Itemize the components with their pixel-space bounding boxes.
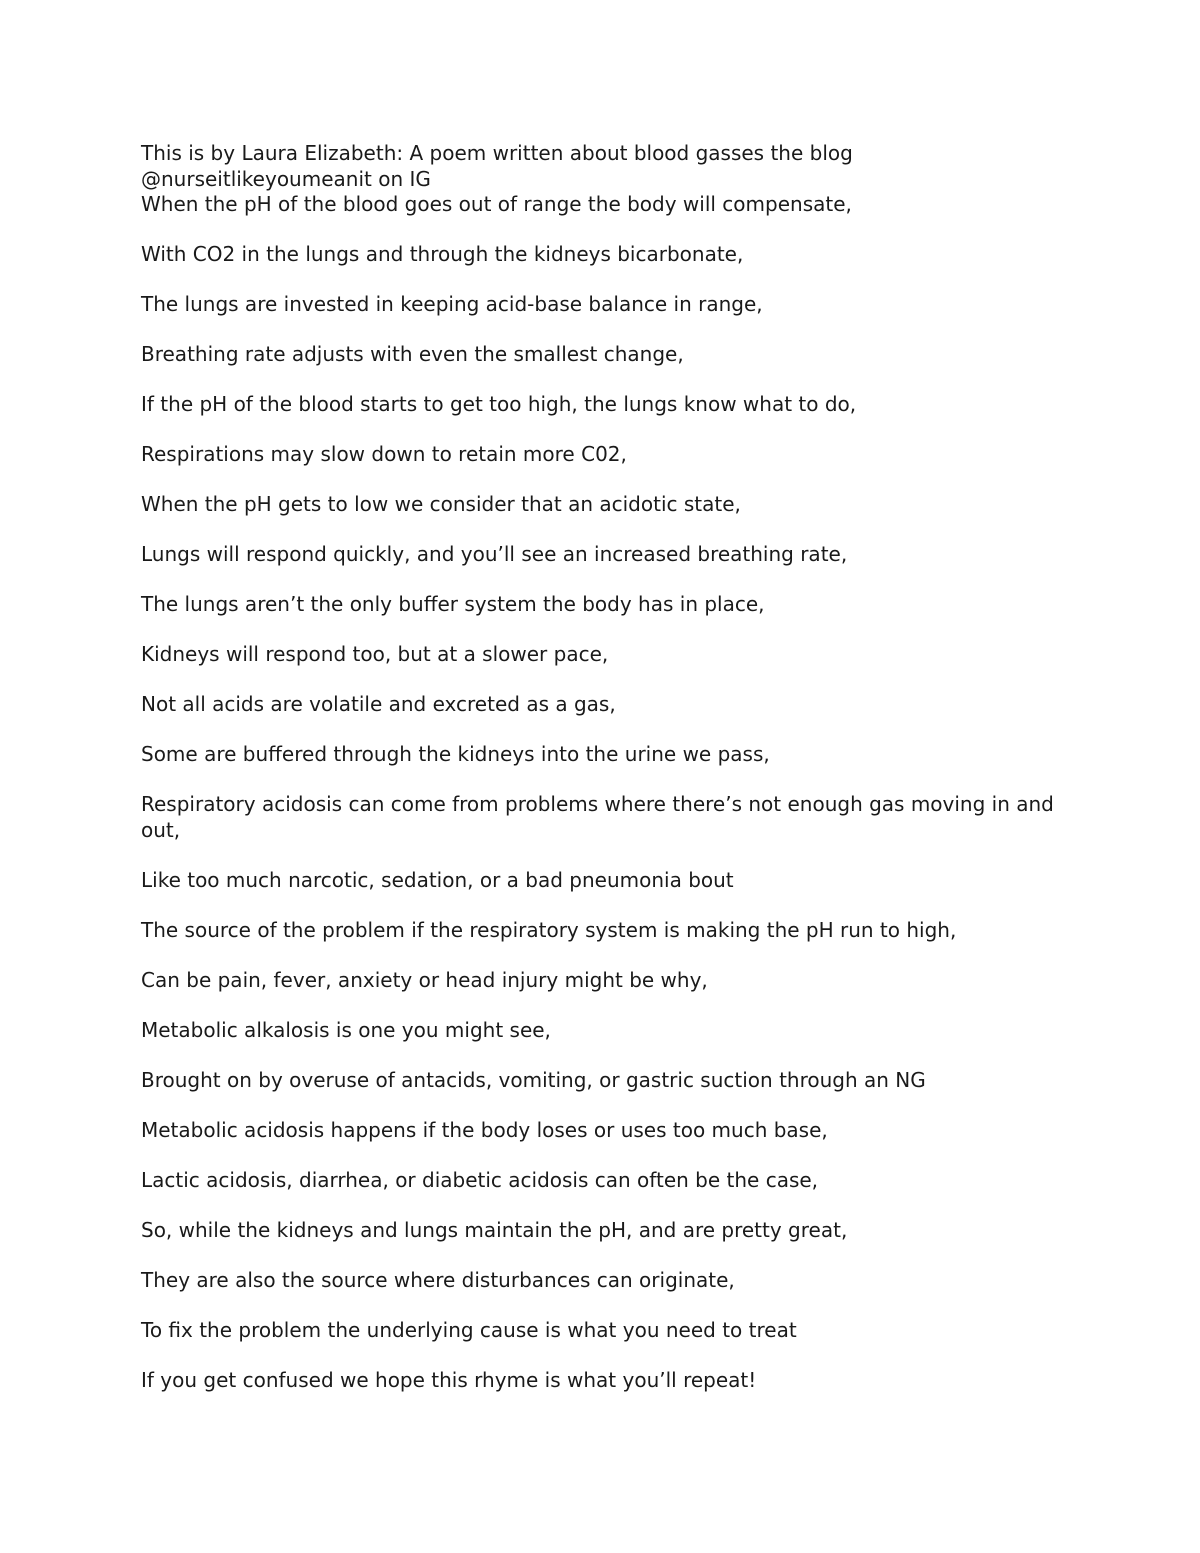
poem-line: With CO2 in the lungs and through the kidneys bicarbonate, (141, 242, 744, 266)
poem-line: When the pH gets to low we consider that an acidotic state, (141, 492, 741, 516)
poem-line: Breathing rate adjusts with even the smallest change, (141, 342, 684, 366)
poem-line: Brought on by overuse of antacids, vomiting, or gastric suction through an NG (141, 1067, 926, 1092)
poem-line: Respiratory acidosis can come from problems where there’s not enough gas moving in and out, (141, 792, 1054, 842)
poem-line: Like too much narcotic, sedation, or a bad pneumonia bout (141, 867, 734, 892)
poem-line: The source of the problem if the respiratory system is making the pH run to high, (141, 917, 957, 942)
poem-line: Metabolic acidosis happens if the body loses or uses too much base, (141, 1117, 828, 1142)
poem-line: If you get confused we hope this rhyme is what you’ll repeat! (141, 1367, 757, 1392)
poem-line: Kidneys will respond too, but at a slower pace, (141, 642, 609, 666)
poem-line: They are also the source where disturbances can originate, (141, 1267, 735, 1292)
poem-line: The lungs aren’t the only buffer system the body has in place, (141, 592, 765, 616)
poem-line: Not all acids are volatile and excreted as a gas, (141, 692, 616, 716)
poem-line: Lactic acidosis, diarrhea, or diabetic acidosis can often be the case, (141, 1167, 819, 1192)
poem-line: When the pH of the blood goes out of range the body will compensate, (141, 192, 852, 216)
document-body (141, 141, 1071, 1393)
poem-line: Metabolic alkalosis is one you might see, (141, 1017, 551, 1042)
poem-line: Respirations may slow down to retain more C02, (141, 442, 627, 466)
poem-line: So, while the kidneys and lungs maintain the pH, and are pretty great, (141, 1217, 848, 1242)
poem-line: The lungs are invested in keeping acid-base balance in range, (141, 292, 763, 316)
intro-line: This is by Laura Elizabeth: A poem written about blood gasses the blog @nurseitlikeyoumeanit on IG (141, 141, 853, 191)
poem-line: Lungs will respond quickly, and you’ll see an increased breathing rate, (141, 542, 848, 566)
poem-line: If the pH of the blood starts to get too high, the lungs know what to do, (141, 392, 857, 416)
poem-line: To fix the problem the underlying cause is what you need to treat (141, 1317, 797, 1342)
poem-line: Can be pain, fever, anxiety or head injury might be why, (141, 967, 708, 992)
poem-line: Some are buffered through the kidneys into the urine we pass, (141, 742, 770, 766)
